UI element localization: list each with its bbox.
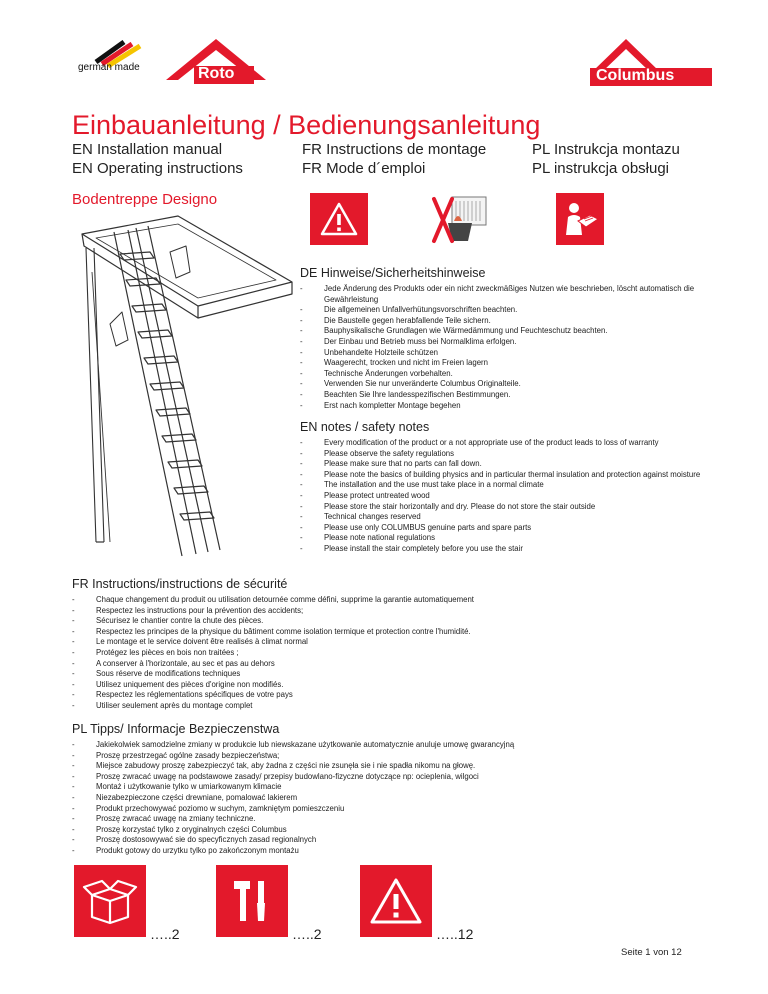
list-item: - The installation and the use must take place in a normal climate — [300, 480, 730, 491]
list-item: - Produkt gotowy do urzytku tylko po zakończonym montażu — [72, 846, 732, 857]
list-item: - Proszę zwracać uwagę na podstawowe zasady/ przepisy budowlano-fizyczne dotyczące np: ocieplenia, wilgoci — [72, 772, 732, 783]
attic-stair-illustration — [70, 212, 300, 564]
warning-icon — [360, 865, 432, 937]
fr-safety-list — [72, 595, 732, 712]
read-manual-icon — [556, 193, 604, 245]
tools-icon — [216, 865, 288, 937]
product-name: Bodentreppe Designo — [72, 191, 218, 208]
list-item: - Sous réserve de modifications techniques — [72, 669, 732, 680]
list-item: - Miejsce zabudowy proszę zabezpieczyć tak, aby żadna z części nie zsunęła sie i nie spadła nikomu na głowę. — [72, 761, 732, 772]
subtitle-line: EN Operating instructions — [72, 160, 243, 177]
list-item: - Please note national regulations — [300, 533, 730, 544]
list-item: - Technical changes reserved — [300, 512, 730, 523]
list-item: - Produkt przechowywać poziomo w suchym, zamkniętym pomieszczeniu — [72, 804, 732, 815]
list-item: - Proszę zwracać uwagę na zmiany techniczne. — [72, 814, 732, 825]
page-ref: …..2 — [150, 926, 180, 942]
list-item: - Please store the stair horizontally and dry. Please do not store the stair outside — [300, 502, 730, 513]
en-section-heading: EN notes / safety notes — [300, 420, 430, 434]
subtitle-col-fr — [302, 140, 486, 178]
box-icon — [74, 865, 146, 937]
list-item: - Respectez les instructions pour la prévention des accidents; — [72, 606, 732, 617]
list-item: - Utiliser seulement après du montage complet — [72, 701, 732, 712]
german-made-logo — [78, 40, 158, 84]
pl-section-heading: PL Tipps/ Informacje Bezpieczenstwa — [72, 722, 280, 736]
columbus-logo — [590, 36, 712, 88]
list-item: - Montaż i użytkowanie tylko w umiarkowanym klimacie — [72, 782, 732, 793]
list-item: - Every modification of the product or a not appropriate use of the product leads to loss of warranty — [300, 438, 730, 449]
list-item: - Proszę korzystać tylko z oryginalnych części Columbus — [72, 825, 732, 836]
list-item: - Please protect untreated wood — [300, 491, 730, 502]
subtitle-col-pl — [532, 140, 680, 178]
columbus-text: Columbus — [596, 67, 675, 84]
list-item: - Unbehandelte Holzteile schützen — [300, 348, 730, 359]
document-title: Einbauanleitung / Bedienungsanleitung — [72, 110, 541, 140]
list-item: - Erst nach kompletter Montage begehen — [300, 401, 730, 412]
list-item: - Proszę dostosowywać sie do specyficznych zasad regionalnych — [72, 835, 732, 846]
list-item: - A conserver à l'horizontale, au sec et pas au dehors — [72, 659, 732, 670]
roto-text: Roto — [198, 65, 235, 82]
subtitle-col-en — [72, 140, 243, 178]
list-item: - Technische Änderungen vorbehalten. — [300, 369, 730, 380]
german-made-text: german made — [78, 62, 140, 73]
page-ref: …..12 — [436, 926, 474, 942]
list-item: - Proszę przestrzegać ogólne zasady bezpieczeństwa; — [72, 751, 732, 762]
page-number: Seite 1 von 12 — [621, 947, 682, 958]
no-heater-icon — [428, 193, 492, 249]
list-item: - Jakiekolwiek samodzielne zmiany w produkcie lub niewskazane użytkowanie automatycznie anuluje umowę gwarancyjną — [72, 740, 732, 751]
list-item: - Protégez les pièces en bois non traitées ; — [72, 648, 732, 659]
en-safety-list — [300, 438, 730, 555]
list-item: - Utilisez uniquement des pièces d'origine non modifiés. — [72, 680, 732, 691]
list-item: - Niezabezpieczone części drewniane, pomalować lakierem — [72, 793, 732, 804]
list-item: - Die allgemeinen Unfallverhütungsvorschriften beachten. — [300, 305, 730, 316]
list-item: - Please install the stair completely before you use the stair — [300, 544, 730, 555]
subtitle-line: FR Instructions de montage — [302, 141, 487, 158]
list-item: - Please make sure that no parts can fall down. — [300, 459, 730, 470]
list-item: - Jede Änderung des Produkts oder ein nicht zweckmäßiges Nutzen wie beschrieben, löscht automatisch die Gewährleistung — [300, 284, 730, 305]
fr-section-heading: FR Instructions/instructions de sécurité — [72, 577, 288, 591]
list-item: - Der Einbau und Betrieb muss bei Normalklima erfolgen. — [300, 337, 730, 348]
warning-icon — [310, 193, 368, 245]
list-item: - Please note the basics of building physics and in particular thermal insulation and protection against moisture — [300, 470, 730, 481]
list-item: - Please use only COLUMBUS genuine parts and spare parts — [300, 523, 730, 534]
list-item: - Le montage et le service doivent être realisés à climat normal — [72, 637, 732, 648]
list-item: - Beachten Sie Ihre landesspezifischen Bestimmungen. — [300, 390, 730, 401]
list-item: - Sécurisez le chantier contre la chute des pièces. — [72, 616, 732, 627]
de-safety-list — [300, 284, 730, 411]
list-item: - Verwenden Sie nur unveränderte Columbus Originalteile. — [300, 379, 730, 390]
list-item: - Waagerecht, trocken und nicht im Freien lagern — [300, 358, 730, 369]
list-item: - Chaque changement du produit ou utilisation detournée comme défini, supprime la garantie automatiquement — [72, 595, 732, 606]
de-section-heading: DE Hinweise/Sicherheitshinweise — [300, 266, 486, 280]
list-item: - Please observe the safety regulations — [300, 449, 730, 460]
subtitle-line: EN Installation manual — [72, 141, 223, 158]
roto-logo — [164, 36, 268, 86]
attic-stair-drawing — [70, 212, 300, 564]
list-item: - Bauphysikalische Grundlagen wie Wärmedämmung und Feuchteschutz beachten. — [300, 326, 730, 337]
page-ref: …..2 — [292, 926, 322, 942]
subtitle-line: FR Mode d´emploi — [302, 160, 426, 177]
subtitle-line: PL instrukcja obsługi — [532, 160, 670, 177]
list-item: - Respectez les principes de la physique du bâtiment comme isolation termique et protection contre l'humidité. — [72, 627, 732, 638]
list-item: - Die Baustelle gegen herabfallende Teile sichern. — [300, 316, 730, 327]
pl-safety-list — [72, 740, 732, 857]
list-item: - Respectez les réglementations spécifiques de votre pays — [72, 690, 732, 701]
subtitle-line: PL Instrukcja montazu — [532, 141, 680, 158]
